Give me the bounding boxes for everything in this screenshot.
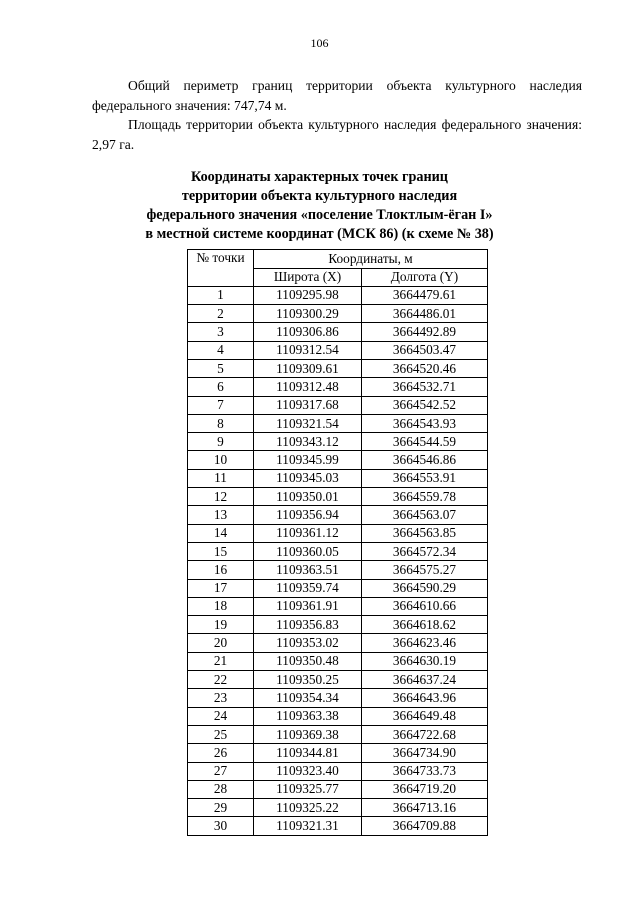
latitude-x-cell: 1109345.99 <box>254 451 362 469</box>
point-number-cell: 9 <box>188 433 254 451</box>
heading-line-4: в местной системе координат (МСК 86) (к схеме № 38) <box>145 226 494 242</box>
longitude-y-cell: 3664733.73 <box>362 762 488 780</box>
point-number-cell: 2 <box>188 305 254 323</box>
longitude-y-cell: 3664722.68 <box>362 725 488 743</box>
longitude-y-cell: 3664546.86 <box>362 451 488 469</box>
point-number-cell: 11 <box>188 469 254 487</box>
latitude-x-cell: 1109295.98 <box>254 286 362 304</box>
point-number-cell: 29 <box>188 799 254 817</box>
latitude-x-cell: 1109312.54 <box>254 341 362 359</box>
page-number: 106 <box>310 36 329 50</box>
table-row <box>188 634 488 652</box>
latitude-x-cell: 1109321.54 <box>254 414 362 432</box>
point-number-cell: 8 <box>188 414 254 432</box>
table-row <box>188 341 488 359</box>
longitude-y-cell: 3664543.93 <box>362 414 488 432</box>
point-number-cell: 14 <box>188 524 254 542</box>
latitude-x-cell: 1109350.25 <box>254 671 362 689</box>
longitude-y-cell: 3664590.29 <box>362 579 488 597</box>
latitude-x-cell: 1109363.38 <box>254 707 362 725</box>
table-row <box>188 817 488 835</box>
point-number-cell: 7 <box>188 396 254 414</box>
table-row <box>188 579 488 597</box>
point-number-cell: 20 <box>188 634 254 652</box>
latitude-x-cell: 1109361.91 <box>254 597 362 615</box>
longitude-y-cell: 3664520.46 <box>362 359 488 377</box>
latitude-x-cell: 1109350.48 <box>254 652 362 670</box>
longitude-y-cell: 3664572.34 <box>362 542 488 560</box>
coordinates-table-body <box>188 286 488 835</box>
point-number-cell: 3 <box>188 323 254 341</box>
longitude-y-cell: 3664542.52 <box>362 396 488 414</box>
header-latitude-x: Широта (X) <box>254 268 362 286</box>
longitude-y-cell: 3664492.89 <box>362 323 488 341</box>
point-number-cell: 18 <box>188 597 254 615</box>
header-longitude-y: Долгота (Y) <box>362 268 488 286</box>
latitude-x-cell: 1109350.01 <box>254 488 362 506</box>
longitude-y-cell: 3664575.27 <box>362 561 488 579</box>
table-row <box>188 469 488 487</box>
longitude-y-cell: 3664553.91 <box>362 469 488 487</box>
latitude-x-cell: 1109356.94 <box>254 506 362 524</box>
table-row <box>188 725 488 743</box>
point-number-cell: 30 <box>188 817 254 835</box>
latitude-x-cell: 1109353.02 <box>254 634 362 652</box>
longitude-y-cell: 3664563.85 <box>362 524 488 542</box>
point-number-cell: 28 <box>188 780 254 798</box>
heading-line-2: территории объекта культурного наследия <box>181 188 458 204</box>
table-row <box>188 542 488 560</box>
table-row <box>188 451 488 469</box>
table-row <box>188 762 488 780</box>
point-number-cell: 1 <box>188 286 254 304</box>
latitude-x-cell: 1109306.86 <box>254 323 362 341</box>
latitude-x-cell: 1109321.31 <box>254 817 362 835</box>
latitude-x-cell: 1109325.22 <box>254 799 362 817</box>
point-number-cell: 5 <box>188 359 254 377</box>
point-number-cell: 13 <box>188 506 254 524</box>
table-row <box>188 671 488 689</box>
point-number-cell: 19 <box>188 616 254 634</box>
table-row <box>188 799 488 817</box>
perimeter-paragraph: Общий периметр границ территории объекта культурного наследия федерального значения: 747,74 м. <box>92 78 582 113</box>
latitude-x-cell: 1109360.05 <box>254 542 362 560</box>
table-row <box>188 323 488 341</box>
table-row <box>188 689 488 707</box>
heading-line-3: федерального значения «поселение Тлоктлым-ёган I» <box>146 207 493 223</box>
table-row <box>188 597 488 615</box>
point-number-cell: 26 <box>188 744 254 762</box>
point-number-cell: 21 <box>188 652 254 670</box>
point-number-cell: 22 <box>188 671 254 689</box>
header-point-number: № точки <box>188 250 254 287</box>
heading-line-1: Координаты характерных точек границ <box>190 169 448 185</box>
point-number-cell: 4 <box>188 341 254 359</box>
latitude-x-cell: 1109323.40 <box>254 762 362 780</box>
point-number-cell: 23 <box>188 689 254 707</box>
table-row <box>188 286 488 304</box>
point-number-cell: 12 <box>188 488 254 506</box>
table-row <box>188 433 488 451</box>
longitude-y-cell: 3664709.88 <box>362 817 488 835</box>
point-number-cell: 24 <box>188 707 254 725</box>
latitude-x-cell: 1109325.77 <box>254 780 362 798</box>
table-row <box>188 305 488 323</box>
point-number-cell: 6 <box>188 378 254 396</box>
latitude-x-cell: 1109317.68 <box>254 396 362 414</box>
table-row <box>188 707 488 725</box>
table-row <box>188 524 488 542</box>
longitude-y-cell: 3664479.61 <box>362 286 488 304</box>
longitude-y-cell: 3664563.07 <box>362 506 488 524</box>
point-number-cell: 17 <box>188 579 254 597</box>
longitude-y-cell: 3664713.16 <box>362 799 488 817</box>
table-row <box>188 780 488 798</box>
table-heading <box>0 168 639 244</box>
table-row <box>188 616 488 634</box>
longitude-y-cell: 3664643.96 <box>362 689 488 707</box>
latitude-x-cell: 1109343.12 <box>254 433 362 451</box>
latitude-x-cell: 1109309.61 <box>254 359 362 377</box>
latitude-x-cell: 1109344.81 <box>254 744 362 762</box>
latitude-x-cell: 1109312.48 <box>254 378 362 396</box>
longitude-y-cell: 3664503.47 <box>362 341 488 359</box>
longitude-y-cell: 3664623.46 <box>362 634 488 652</box>
point-number-cell: 25 <box>188 725 254 743</box>
latitude-x-cell: 1109369.38 <box>254 725 362 743</box>
longitude-y-cell: 3664559.78 <box>362 488 488 506</box>
latitude-x-cell: 1109363.51 <box>254 561 362 579</box>
table-row <box>188 561 488 579</box>
table-row <box>188 506 488 524</box>
latitude-x-cell: 1109361.12 <box>254 524 362 542</box>
point-number-cell: 27 <box>188 762 254 780</box>
longitude-y-cell: 3664532.71 <box>362 378 488 396</box>
area-paragraph: Площадь территории объекта культурного наследия федерального значения: 2,97 га. <box>92 117 582 152</box>
longitude-y-cell: 3664544.59 <box>362 433 488 451</box>
table-row <box>188 359 488 377</box>
table-row <box>188 378 488 396</box>
latitude-x-cell: 1109300.29 <box>254 305 362 323</box>
table-row <box>188 488 488 506</box>
coordinates-table <box>187 249 488 836</box>
longitude-y-cell: 3664734.90 <box>362 744 488 762</box>
point-number-cell: 16 <box>188 561 254 579</box>
longitude-y-cell: 3664649.48 <box>362 707 488 725</box>
longitude-y-cell: 3664630.19 <box>362 652 488 670</box>
table-row <box>188 744 488 762</box>
latitude-x-cell: 1109359.74 <box>254 579 362 597</box>
latitude-x-cell: 1109356.83 <box>254 616 362 634</box>
latitude-x-cell: 1109354.34 <box>254 689 362 707</box>
longitude-y-cell: 3664618.62 <box>362 616 488 634</box>
longitude-y-cell: 3664610.66 <box>362 597 488 615</box>
point-number-cell: 15 <box>188 542 254 560</box>
latitude-x-cell: 1109345.03 <box>254 469 362 487</box>
table-row <box>188 414 488 432</box>
longitude-y-cell: 3664637.24 <box>362 671 488 689</box>
table-row <box>188 652 488 670</box>
point-number-cell: 10 <box>188 451 254 469</box>
table-row <box>188 396 488 414</box>
longitude-y-cell: 3664486.01 <box>362 305 488 323</box>
longitude-y-cell: 3664719.20 <box>362 780 488 798</box>
header-coordinates: Координаты, м <box>254 250 488 269</box>
